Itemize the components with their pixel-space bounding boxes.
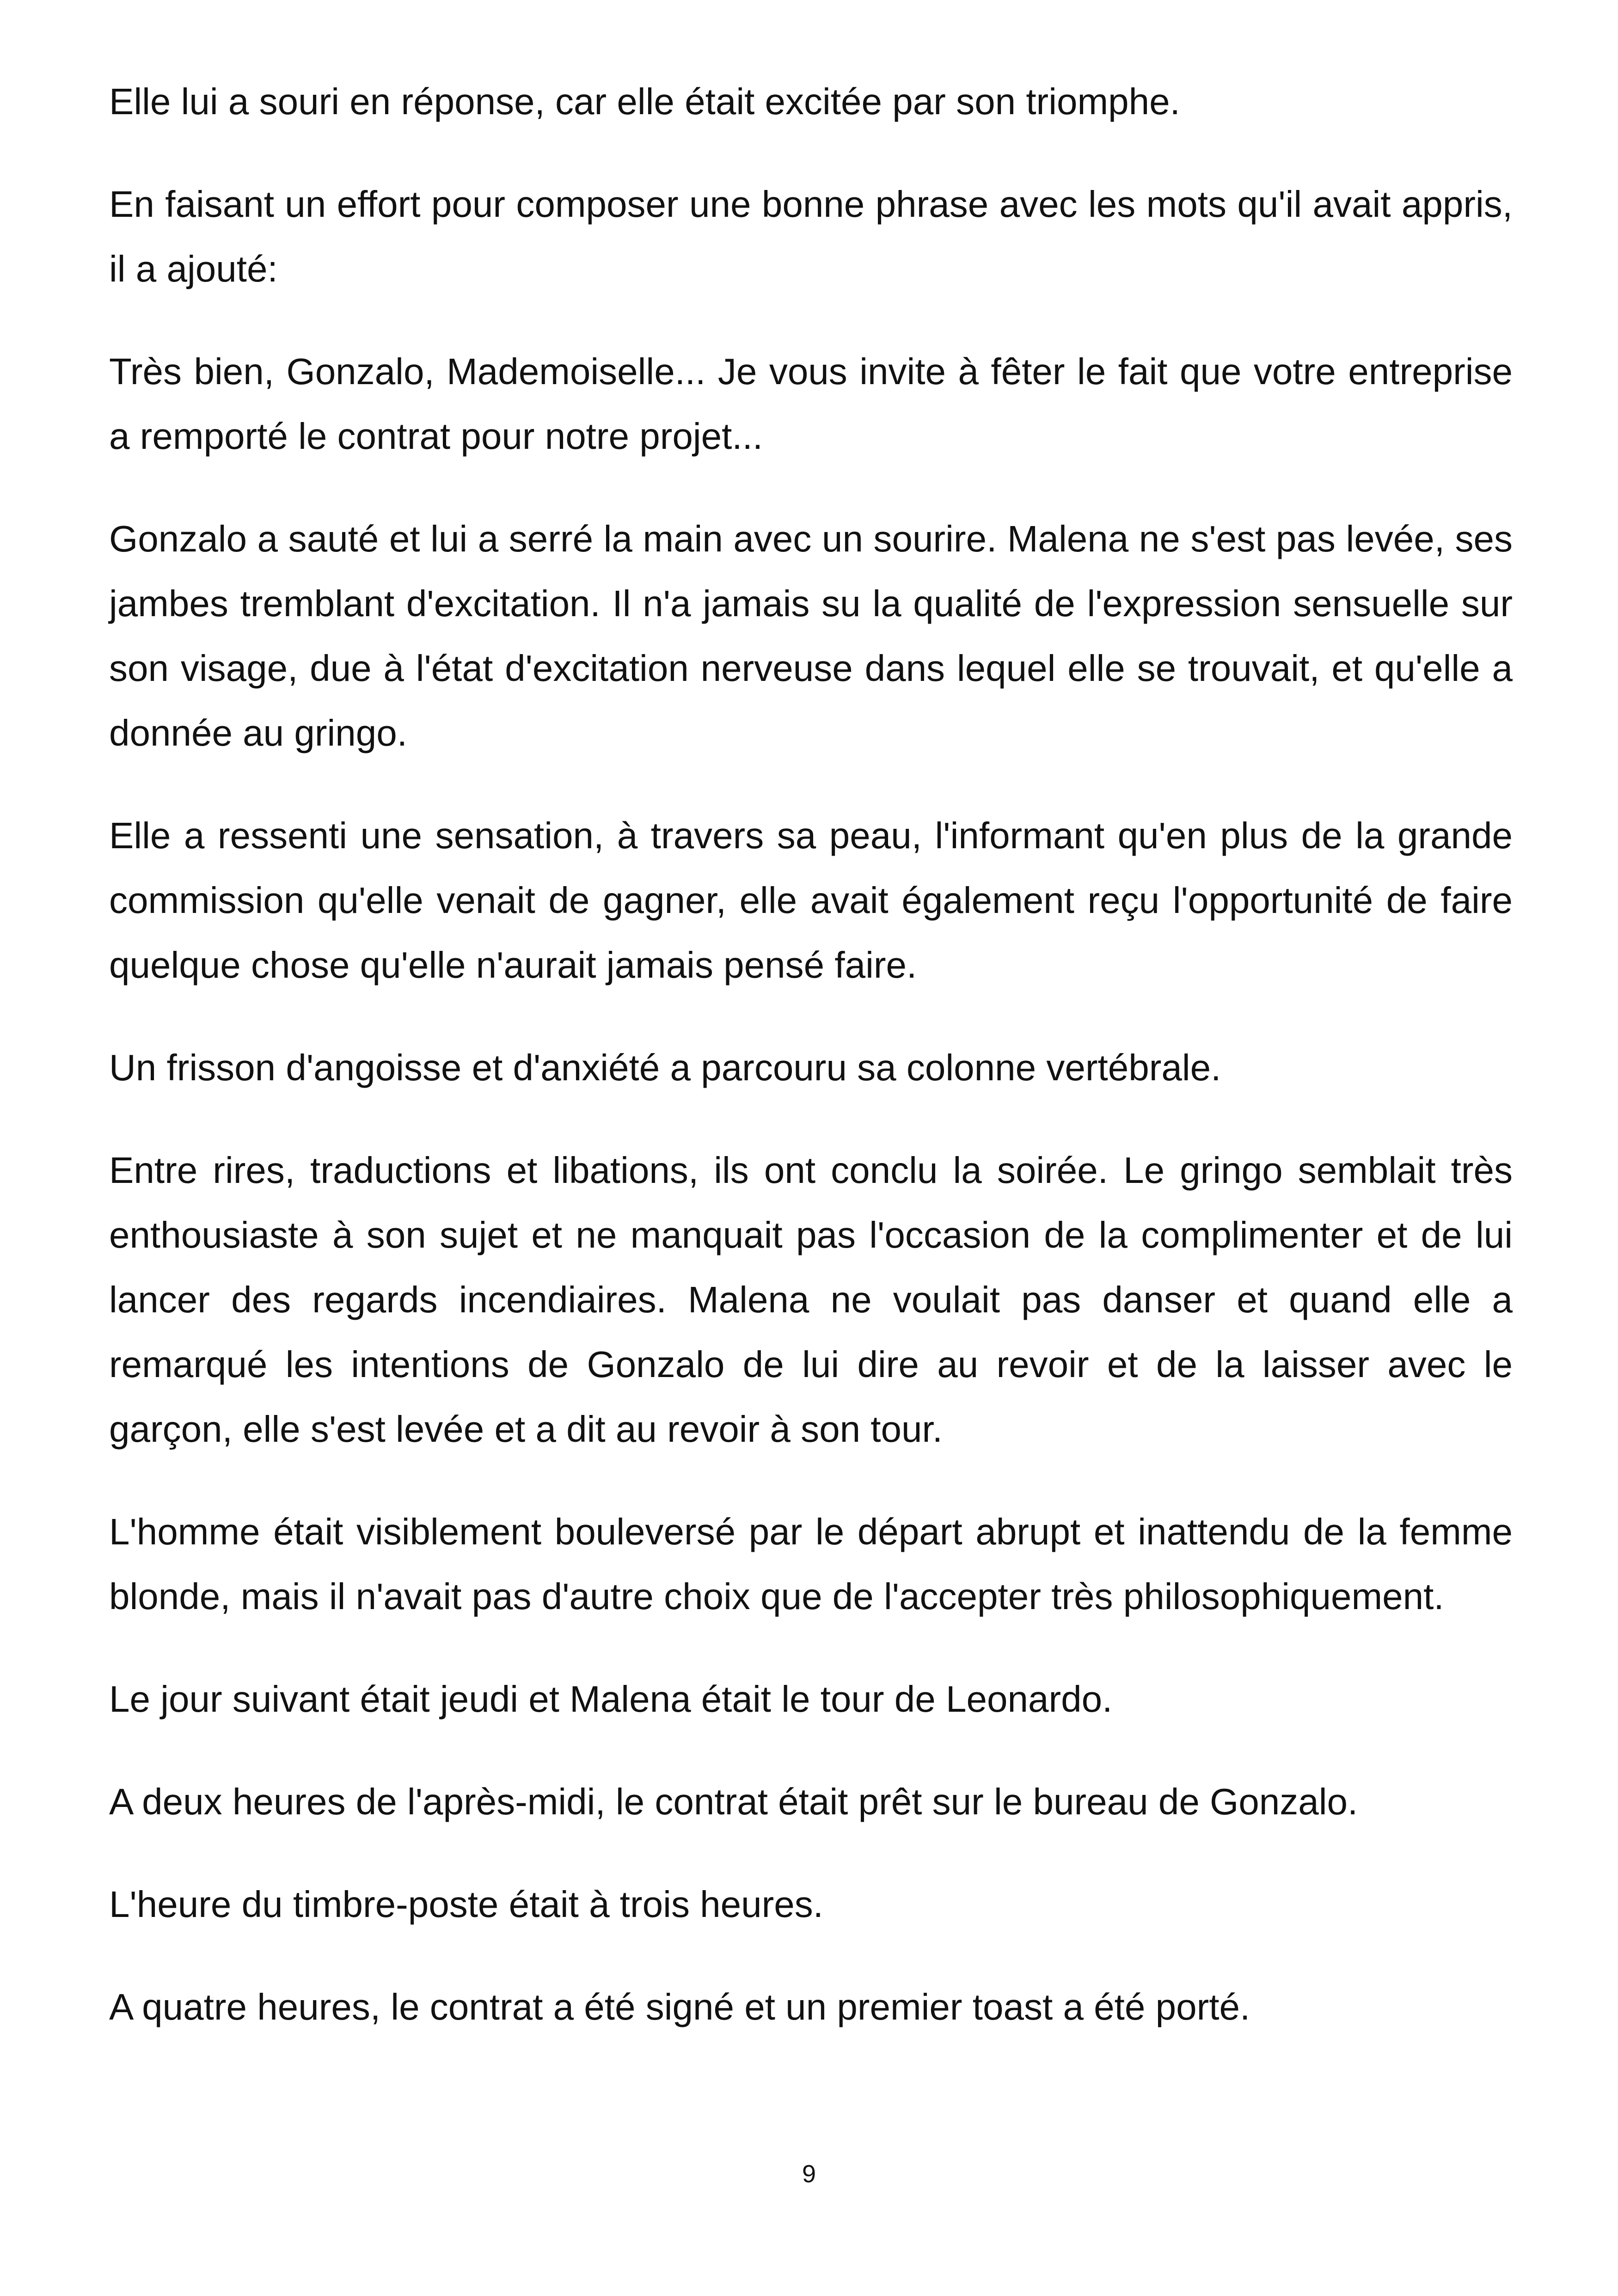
paragraph-4: Gonzalo a sauté et lui a serré la main avec un sourire. Malena ne s'est pas levée, ses jambes tremblant d'excitation. Il n'a jamais su la qualité de l'expression sensuelle sur son visage, due à l'état d'excitation nerveuse dans lequel elle se trouvait, et qu'elle a donnée au gringo. <box>109 518 1513 753</box>
paragraph-6: Un frisson d'angoisse et d'anxiété a parcouru sa colonne vertébrale. <box>109 1047 1221 1088</box>
paragraph-12: A quatre heures, le contrat a été signé et un premier toast a été porté. <box>109 1986 1250 2027</box>
paragraph-8: L'homme était visiblement bouleversé par le départ abrupt et inattendu de la femme blonde, mais il n'avait pas d'autre choix que de l'accepter très philosophiquement. <box>109 1511 1513 1617</box>
paragraph-1: Elle lui a souri en réponse, car elle était excitée par son triomphe. <box>109 81 1180 122</box>
paragraph-10: A deux heures de l'après-midi, le contrat était prêt sur le bureau de Gonzalo. <box>109 1781 1358 1822</box>
paragraph-11: L'heure du timbre-poste était à trois heures. <box>109 1884 823 1925</box>
paragraph-7: Entre rires, traductions et libations, ils ont conclu la soirée. Le gringo semblait très enthousiaste à son sujet et ne manquait pas l'occasion de la complimenter et de lui lancer des regards incendiaires. Malena ne voulait pas danser et quand elle a remarqué les intentions de Gonzalo de lui dire au revoir et de la laisser avec le garçon, elle s'est levée et a dit au revoir à son tour. <box>109 1150 1513 1450</box>
page-number: 9 <box>802 2160 816 2188</box>
body-text <box>109 69 1513 2077</box>
paragraph-9: Le jour suivant était jeudi et Malena était le tour de Leonardo. <box>109 1678 1113 1720</box>
paragraph-3: Très bien, Gonzalo, Mademoiselle... Je vous invite à fêter le fait que votre entreprise a remporté le contrat pour notre projet... <box>109 351 1513 457</box>
paragraph-5: Elle a ressenti une sensation, à travers sa peau, l'informant qu'en plus de la grande commission qu'elle venait de gagner, elle avait également reçu l'opportunité de faire quelque chose qu'elle n'aurait jamais pensé faire. <box>109 815 1513 986</box>
paragraph-2: En faisant un effort pour composer une bonne phrase avec les mots qu'il avait appris, il a ajouté: <box>109 184 1513 289</box>
